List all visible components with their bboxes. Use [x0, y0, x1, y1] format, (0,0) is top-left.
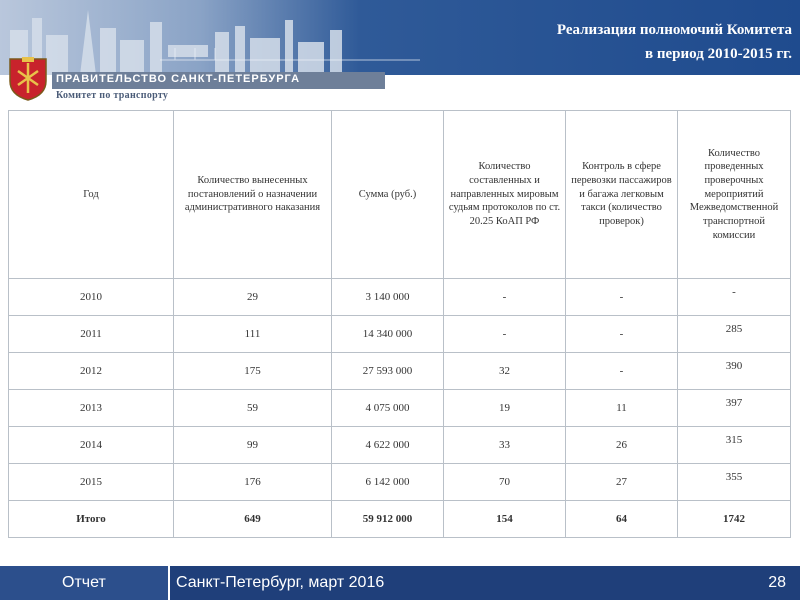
cell-commission-checks: 285: [678, 316, 791, 353]
cell-amount: 14 340 000: [332, 316, 444, 353]
table-header-row: [9, 111, 791, 279]
cell-resolutions: 99: [174, 427, 332, 464]
cell-total-taxi-control: 64: [566, 501, 678, 538]
cell-resolutions: 59: [174, 390, 332, 427]
header-year: Год: [9, 111, 174, 279]
table-row: [9, 464, 791, 501]
header-resolutions: Количество вынесенных постановлений о назначении административного наказания: [174, 111, 332, 279]
header-amount: Сумма (руб.): [332, 111, 444, 279]
footer: [0, 566, 800, 600]
cell-taxi-control: -: [566, 316, 678, 353]
cell-commission-checks: -: [678, 279, 791, 316]
cell-resolutions: 29: [174, 279, 332, 316]
page-number: 28: [768, 574, 786, 591]
cell-protocols: -: [444, 316, 566, 353]
report-table: [8, 110, 791, 538]
spb-coat-of-arms-icon: [6, 55, 50, 101]
cell-protocols: -: [444, 279, 566, 316]
table-row: [9, 427, 791, 464]
table-row: [9, 316, 791, 353]
header-taxi-control: Контроль в сфере перевозки пассажиров и багажа легковым такси (количество проверок): [566, 111, 678, 279]
cell-year: 2013: [9, 390, 174, 427]
cell-commission-checks: 355: [678, 464, 791, 501]
cell-amount: 3 140 000: [332, 279, 444, 316]
government-name: ПРАВИТЕЛЬСТВО САНКТ-ПЕТЕРБУРГА: [56, 73, 301, 85]
header-commission-checks: Количество проведенных проверочных мероприятий Межведомственной транспортной комиссии: [678, 111, 791, 279]
cell-total-protocols: 154: [444, 501, 566, 538]
cell-year: 2010: [9, 279, 174, 316]
cell-amount: 27 593 000: [332, 353, 444, 390]
table-row: [9, 279, 791, 316]
cell-total-resolutions: 649: [174, 501, 332, 538]
cell-year: 2012: [9, 353, 174, 390]
cell-amount: 4 622 000: [332, 427, 444, 464]
cell-amount: 6 142 000: [332, 464, 444, 501]
slide-title-line2: в период 2010-2015 гг.: [645, 46, 792, 62]
cell-year: 2015: [9, 464, 174, 501]
cell-resolutions: 111: [174, 316, 332, 353]
cell-protocols: 33: [444, 427, 566, 464]
cell-taxi-control: -: [566, 279, 678, 316]
cell-taxi-control: -: [566, 353, 678, 390]
table-row: [9, 353, 791, 390]
header-protocols: Количество составленных и направленных мировым судьям протоколов по ст. 20.25 КоАП РФ: [444, 111, 566, 279]
cell-total-label: Итого: [9, 501, 174, 538]
footer-report-block: [0, 566, 170, 600]
table-row: [9, 390, 791, 427]
table-total-row: [9, 501, 791, 538]
cell-resolutions: 176: [174, 464, 332, 501]
report-table-container: [8, 110, 790, 538]
cell-resolutions: 175: [174, 353, 332, 390]
cell-commission-checks: 315: [678, 427, 791, 464]
cell-protocols: 70: [444, 464, 566, 501]
cell-protocols: 32: [444, 353, 566, 390]
cell-taxi-control: 11: [566, 390, 678, 427]
committee-name: Комитет по транспорту: [56, 90, 169, 101]
cell-taxi-control: 27: [566, 464, 678, 501]
cell-protocols: 19: [444, 390, 566, 427]
cell-commission-checks: 397: [678, 390, 791, 427]
cell-total-commission-checks: 1742: [678, 501, 791, 538]
city-skyline-illustration: [0, 0, 420, 75]
slide-title-line1: Реализация полномочий Комитета: [556, 22, 792, 38]
cell-taxi-control: 26: [566, 427, 678, 464]
cell-amount: 4 075 000: [332, 390, 444, 427]
header: [0, 0, 800, 100]
cell-total-amount: 59 912 000: [332, 501, 444, 538]
footer-place-date: Санкт-Петербург, март 2016: [176, 574, 385, 591]
cell-commission-checks: 390: [678, 353, 791, 390]
cell-year: 2014: [9, 427, 174, 464]
footer-report-label: Отчет: [62, 574, 106, 591]
cell-year: 2011: [9, 316, 174, 353]
